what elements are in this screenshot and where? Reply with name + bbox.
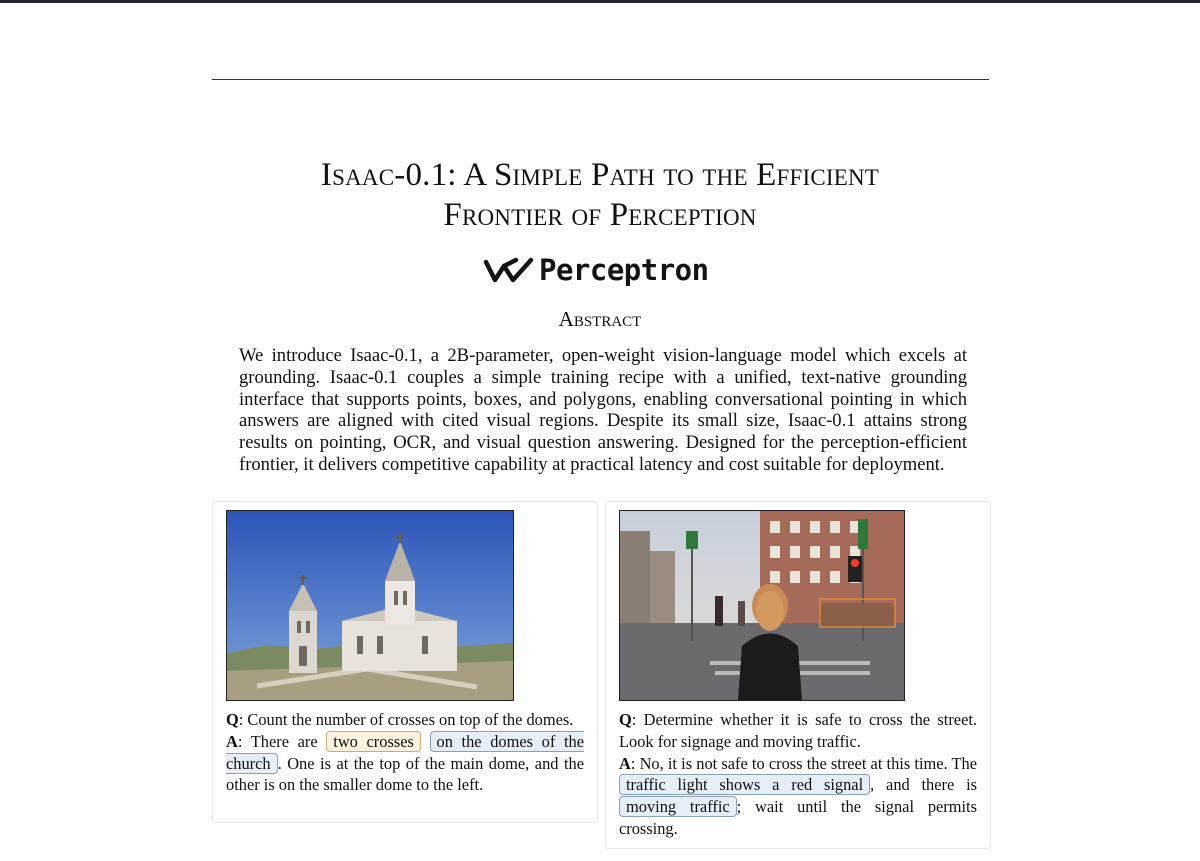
abstract-heading: Abstract: [558, 307, 642, 331]
answer-text-end: . One is at the top of the main dome, and the other is on the smaller dome to the left.: [226, 753, 584, 795]
abstract-text: We introduce Isaac-0.1, a 2B-parameter, open-weight vision-language model which excels at grounding. Isaac-0.1 couples a simple training recipe with a unified, text-native grounding interface that supports points, boxes, and polygons, enabling conversational pointing in which answers are aligned with cited visual regions. Despite its small size, Isaac-0.1 attains strong results on pointing, OCR, and visual question answering. Designed for the perception-efficient frontier, it delivers competitive capability at practical latency and cost suitable for deployment.: [239, 345, 967, 475]
church-photo: [226, 510, 514, 701]
church-qa: Q: Count the number of crosses on top of the domes. A: There are two crosses on the domes of the church . One is at the top of the main dome, and the other is on the smaller dome to the left.: [226, 710, 584, 795]
answer-text-start: There are: [250, 731, 318, 751]
example-card-street: [605, 501, 991, 849]
example-card-church: [212, 501, 598, 823]
top-bar: [0, 0, 1200, 3]
perceptron-logo-icon: [483, 256, 535, 284]
paper-title: [150, 155, 1050, 235]
title-line-2: Frontier of Perception: [443, 197, 757, 233]
highlight-domes-of-church[interactable]: on the domes of the church: [226, 731, 584, 773]
highlight-moving-traffic[interactable]: moving traffic: [619, 796, 737, 817]
street-photo: [619, 510, 905, 701]
highlight-red-signal[interactable]: traffic light shows a red signal: [619, 774, 870, 795]
question-text: Count the number of crosses on top of the domes.: [247, 710, 574, 729]
question-label: Q: [226, 710, 239, 729]
highlight-two-crosses[interactable]: two crosses: [326, 731, 421, 752]
street-qa: Q: Determine whether it is safe to cross the street. Look for signage and moving traffic. A: No, it is not safe to cross the street at this time. The traffic light shows a red signal , and there is moving traffic ; wait until the signal permits crossing.: [619, 710, 977, 838]
perceptron-logo: [483, 250, 723, 290]
answer-text-mid: , and there is: [870, 775, 977, 795]
question-label: Q: [619, 710, 632, 729]
logo-wordmark: Perceptron: [539, 253, 709, 287]
answer-label: A: [619, 753, 631, 773]
answer-text-start: No, it is not safe to cross the street at this time. The: [639, 753, 977, 773]
title-line-1: Isaac-0.1: A Simple Path to the Efficient: [320, 157, 880, 193]
answer-text-end: ; wait until the signal permits crossing.: [619, 797, 977, 838]
header-rule: [212, 79, 989, 80]
answer-label: A: [226, 731, 238, 751]
question-text: Determine whether it is safe to cross the street. Look for signage and moving traffic.: [619, 710, 977, 751]
